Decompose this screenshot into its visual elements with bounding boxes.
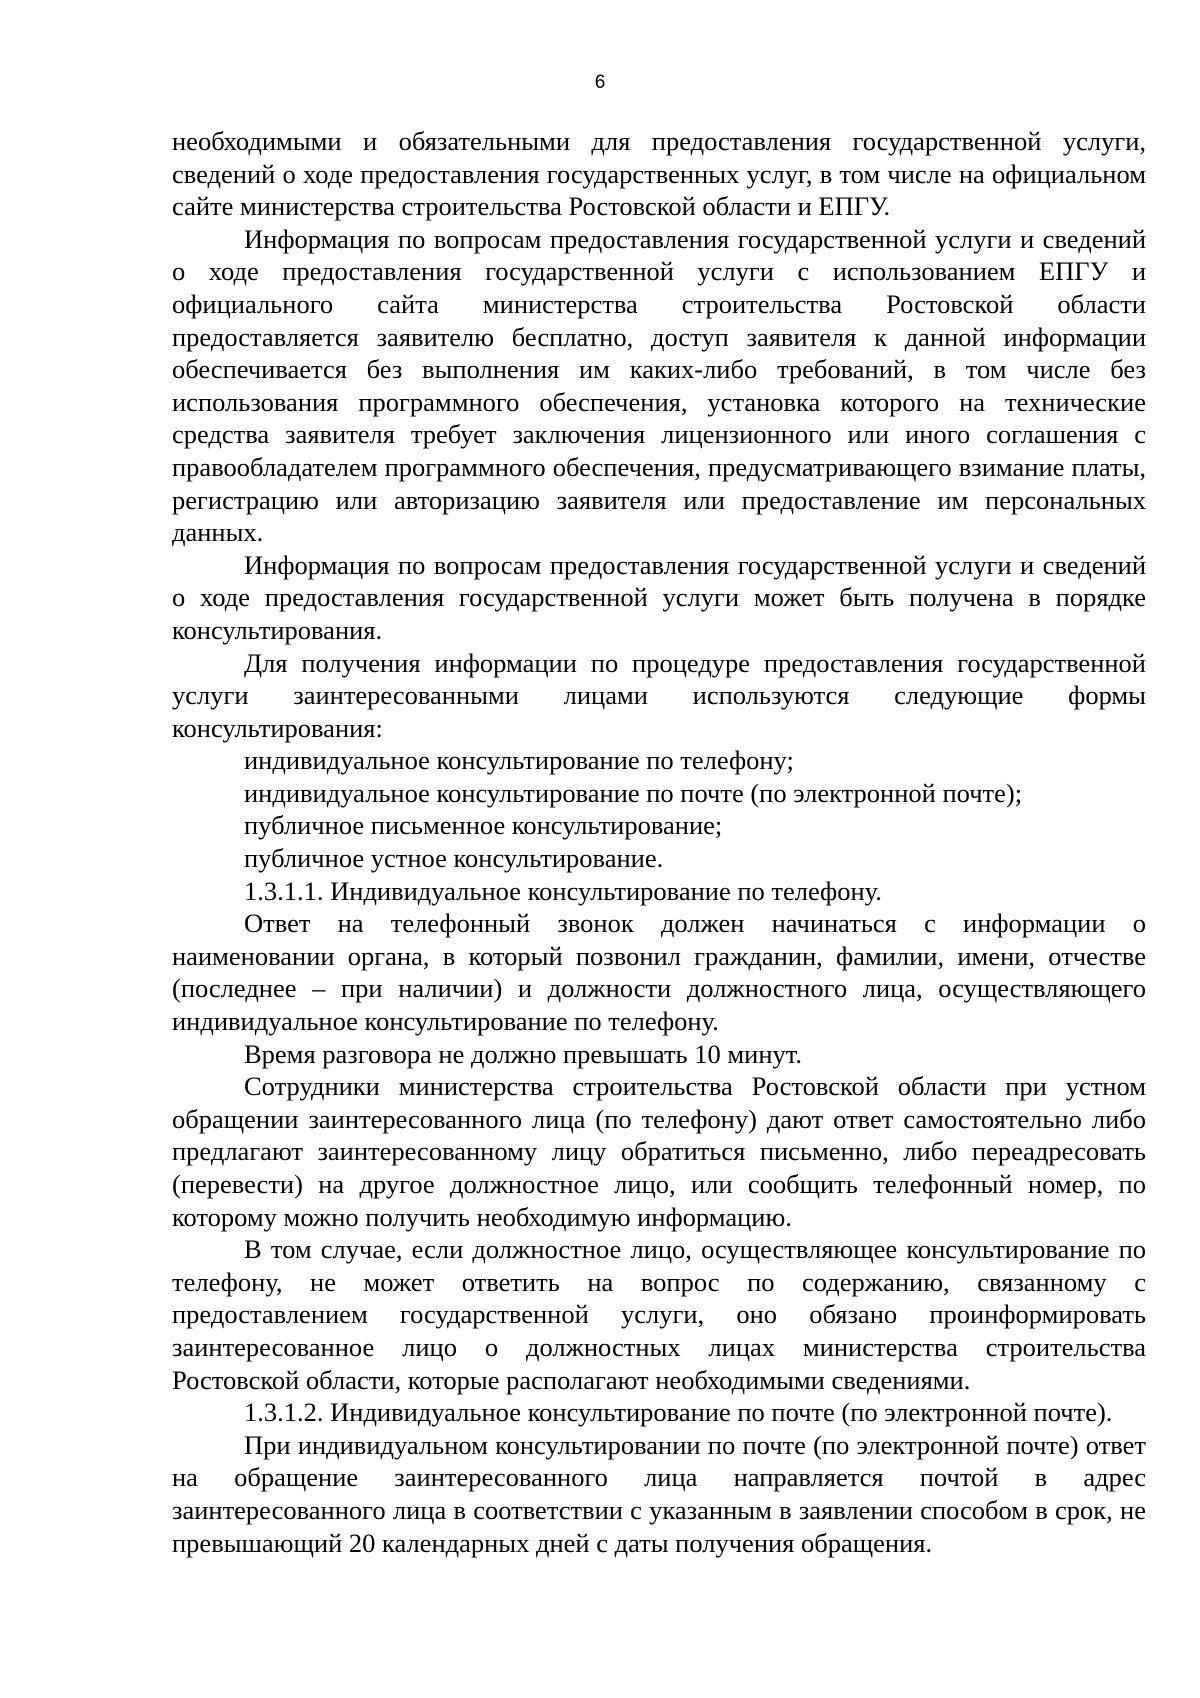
list-item: публичное письменное консультирование; — [244, 810, 723, 841]
document-body — [172, 125, 1146, 1559]
paragraph-staff-response: Сотрудники министерства строительства Ростовской области при устном обращении заинтересованного лица (по телефону) дают ответ самостоятельно либо предлагают заинтересованному лицу обратиться письменно, либо переадресовать (перевести) на другое должностное лицо, или сообщить телефонный номер, по которому можно получить необходимую информацию. — [172, 1071, 1146, 1232]
paragraph-consultation-forms-intro: Для получения информации по процедуре предоставления государственной услуги заинтересованными лицами используются следующие формы консультирования: — [172, 647, 1146, 743]
list-item: индивидуальное консультирование по телефону; — [244, 745, 794, 776]
paragraph-epgu-info: Информация по вопросам предоставления государственной услуги и сведений о ходе предоставления государственной услуги с использованием ЕПГУ и официального сайта министерства строительства Ростовской области предоставляется заявителю бесплатно, доступ заявителя к данной информации обеспечивается без выполнения им каких-либо требований, в том числе без использования программного обеспечения, установка которого на технические средства заявителя требует заключения лицензионного или иного соглашения с правообладателем программного обеспечения, предусматривающего взимание платы, регистрацию или авторизацию заявителя или предоставление им персональных данных. — [172, 223, 1146, 548]
paragraph-mail-consultation: При индивидуальном консультировании по почте (по электронной почте) ответ на обращение заинтересованного лица направляется почтой в адрес заинтересованного лица в соответствии с указанным в заявлении способом в срок, не превышающий 20 календарных дней с даты получения обращения. — [172, 1429, 1146, 1558]
list-item: индивидуальное консультирование по почте (по электронной почте); — [244, 777, 1023, 808]
page-number: 6 — [594, 72, 606, 93]
paragraph-redirect-info: В том случае, если должностное лицо, осуществляющее консультирование по телефону, не может ответить на вопрос по содержанию, связанному с предоставлением государственной услуги, оно обязано проинформировать заинтересованное лицо о должностных лицах министерства строительства Ростовской области, которые располагают необходимыми сведениями. — [172, 1234, 1146, 1395]
paragraph-continuation: необходимыми и обязательными для предоставления государственной услуги, сведений о ходе предоставления государственных услуг, в том числе на официальном сайте министерства строительства Ростовской области и ЕПГУ. — [172, 126, 1146, 222]
paragraph-call-duration: Время разговора не должно превышать 10 минут. — [244, 1038, 802, 1069]
list-item: публичное устное консультирование. — [244, 843, 664, 874]
consultation-forms-list — [172, 744, 1146, 874]
paragraph-consultation-info: Информация по вопросам предоставления государственной услуги и сведений о ходе предоставления государственной услуги может быть получена в порядке консультирования. — [172, 549, 1146, 645]
section-heading-1-3-1-2: 1.3.1.2. Индивидуальное консультирование по почте (по электронной почте). — [244, 1397, 1113, 1428]
paragraph-phone-answer: Ответ на телефонный звонок должен начинаться с информации о наименовании органа, в который позвонил гражданин, фамилии, имени, отчестве (последнее – при наличии) и должности должностного лица, осуществляющего индивидуальное консультирование по телефону. — [172, 908, 1146, 1037]
section-heading-1-3-1-1: 1.3.1.1. Индивидуальное консультирование по телефону. — [244, 875, 882, 906]
